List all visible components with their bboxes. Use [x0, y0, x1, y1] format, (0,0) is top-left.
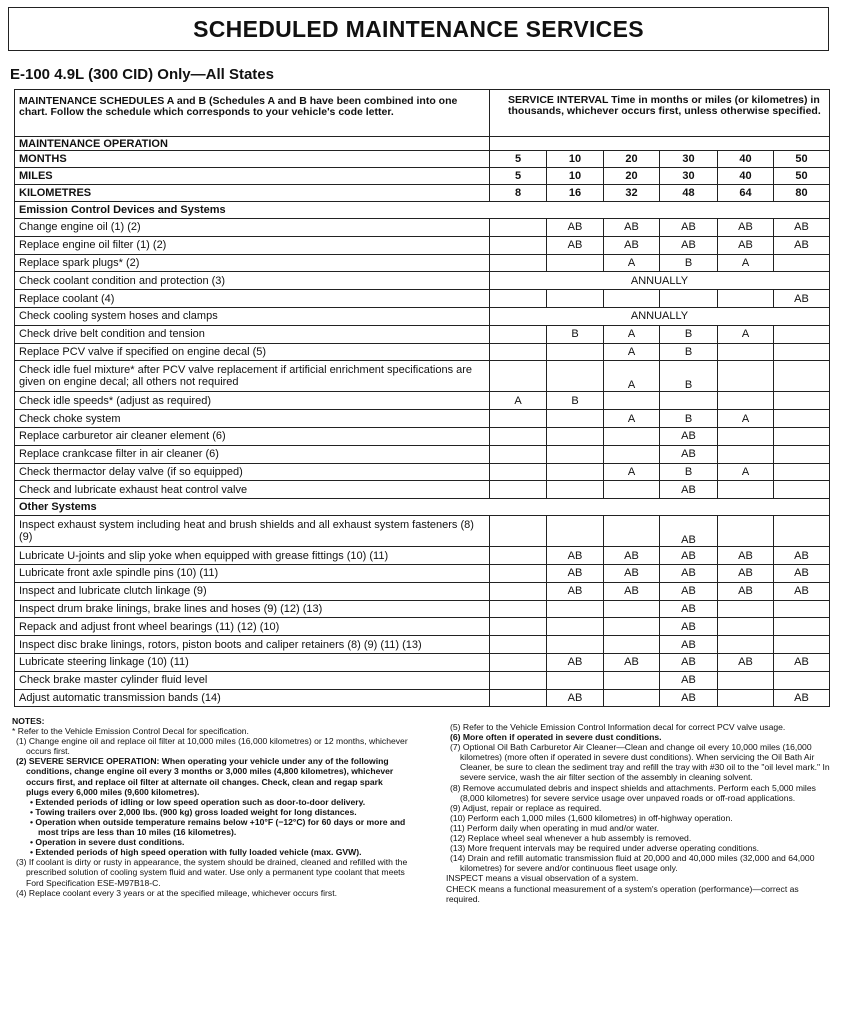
schedule-cell [490, 618, 547, 636]
schedule-cell [547, 445, 604, 463]
schedule-cell: AB [660, 653, 718, 671]
schedule-cell [718, 516, 774, 547]
page-title: SCHEDULED MAINTENANCE SERVICES [193, 15, 644, 42]
schedule-cell [604, 445, 660, 463]
schedule-cell: A [604, 463, 660, 481]
schedule-cell: AB [604, 564, 660, 582]
schedule-cell [774, 325, 830, 343]
schedule-cell: B [660, 325, 718, 343]
table-row [15, 325, 830, 343]
maintenance-operation: Replace PCV valve if specified on engine decal (5) [15, 343, 490, 361]
schedule-cell [774, 481, 830, 499]
note-item: CHECK means a functional measurement of a system's operation (performance)—correct as required. [446, 883, 802, 904]
maintenance-operation: Replace spark plugs* (2) [15, 254, 490, 272]
schedule-cell [604, 392, 660, 410]
schedule-cell [604, 618, 660, 636]
schedule-cell: A [604, 361, 660, 392]
table-row [15, 272, 830, 290]
schedule-cell [774, 410, 830, 428]
note-item: • Towing trailers over 2,000 lbs. (900 kg) gross loaded weight for long distances. [30, 806, 357, 817]
schedule-cell: AB [604, 653, 660, 671]
interval-value: 64 [718, 185, 774, 202]
schedule-cell [718, 290, 774, 308]
schedule-cell [490, 361, 547, 392]
interval-value: 40 [718, 168, 774, 185]
maintenance-operation: Lubricate steering linkage (10) (11) [15, 653, 490, 671]
interval-value: 30 [660, 168, 718, 185]
schedule-cell [718, 636, 774, 654]
note-item: * Refer to the Vehicle Emission Control Decal for specification. [12, 726, 249, 737]
table-row [15, 547, 830, 565]
schedule-cell: AB [774, 236, 830, 254]
interval-value: 50 [774, 168, 830, 185]
notes-left-column [12, 716, 411, 898]
header-row [15, 90, 830, 137]
schedule-cell [774, 618, 830, 636]
note-item: NOTES: [12, 716, 45, 726]
schedule-header-text: MAINTENANCE SCHEDULES A and B (Schedules A and B have been combined into one chart. Follow the schedule which corresponds to your vehicle's code letter. [15, 90, 490, 137]
schedule-cell [718, 600, 774, 618]
maintenance-operation: Check idle speeds* (adjust as required) [15, 392, 490, 410]
note-item: (13) More frequent intervals may be required under adverse operating conditions. [450, 843, 760, 854]
schedule-cell [547, 410, 604, 428]
schedule-cell: AB [774, 582, 830, 600]
maintenance-operation: Adjust automatic transmission bands (14) [15, 689, 490, 707]
interval-value: 50 [774, 151, 830, 168]
schedule-cell [490, 671, 547, 689]
schedule-cell: B [660, 361, 718, 392]
note-item: (11) Perform daily when operating in mud and/or water. [450, 822, 660, 833]
schedule-cell [604, 636, 660, 654]
schedule-cell [604, 427, 660, 445]
schedule-cell [547, 427, 604, 445]
schedule-cell [490, 600, 547, 618]
table-row [15, 290, 830, 308]
schedule-cell: AB [660, 219, 718, 237]
schedule-cell: AB [547, 547, 604, 565]
table-row [15, 564, 830, 582]
schedule-cell [547, 290, 604, 308]
schedule-cell: AB [660, 445, 718, 463]
schedule-cell [774, 463, 830, 481]
table-row [15, 671, 830, 689]
table-row [15, 445, 830, 463]
maintenance-operation: Check idle fuel mixture* after PCV valve replacement if artificial enrichment specifications are given on engine decal; all others not required [15, 361, 490, 392]
schedule-cell [774, 343, 830, 361]
interval-label: KILOMETRES [15, 185, 490, 202]
table-row [15, 219, 830, 237]
schedule-cell [718, 427, 774, 445]
schedule-cell: AB [660, 671, 718, 689]
schedule-cell: AB [547, 689, 604, 707]
schedule-cell: AB [660, 636, 718, 654]
schedule-cell [774, 445, 830, 463]
schedule-cell: A [718, 463, 774, 481]
schedule-cell [774, 427, 830, 445]
interval-value: 10 [547, 168, 604, 185]
maintenance-operation-label: MAINTENANCE OPERATION [15, 137, 490, 151]
schedule-cell: AB [547, 236, 604, 254]
maintenance-operation: Change engine oil (1) (2) [15, 219, 490, 237]
maintenance-operation: Replace crankcase filter in air cleaner (6) [15, 445, 490, 463]
blank-cell [490, 137, 830, 151]
note-item: (3) If coolant is dirty or rusty in appearance, the system should be drained, cleaned and refilled with the prescribed solution of cooling system fluid and water. Use only a permanent type coolant that meets Ford Specification ESE-M97B18-C. [16, 857, 410, 888]
schedule-cell: AB [660, 427, 718, 445]
maintenance-operation: Replace carburetor air cleaner element (6) [15, 427, 490, 445]
note-item: (2) SEVERE SERVICE OPERATION: When operating your vehicle under any of the following conditions, change engine oil every 3 months or 3,000 miles (4,800 kilometres), whichever occurs first, and replace oil filter at alternate oil changes. Check, clean and regap spark plugs every 6,000 miles (9,600 kilometres). [16, 756, 396, 797]
note-item: (4) Replace coolant every 3 years or at the specified mileage, whichever occurs first. [16, 887, 337, 898]
section-heading: Emission Control Devices and Systems [15, 202, 830, 219]
table-row [15, 307, 830, 325]
section-heading-row [15, 499, 830, 516]
note-item: • Operation when outside temperature remains below +10°F (−12°C) for 60 days or more and most trips are less than 10 miles (16 kilometres). [30, 816, 408, 838]
note-item: (10) Perform each 1,000 miles (1,600 kilometres) in off-highway operation. [450, 812, 733, 823]
schedule-cell [718, 361, 774, 392]
schedule-cell: B [660, 254, 718, 272]
schedule-cell [718, 671, 774, 689]
schedule-cell [718, 392, 774, 410]
schedule-cell [547, 361, 604, 392]
schedule-cell [490, 325, 547, 343]
section-heading: Other Systems [15, 499, 830, 516]
maintenance-operation: Check brake master cylinder fluid level [15, 671, 490, 689]
interval-value: 5 [490, 168, 547, 185]
table-row [15, 392, 830, 410]
schedule-cell [718, 618, 774, 636]
schedule-cell: B [660, 343, 718, 361]
schedule-cell: AB [604, 236, 660, 254]
table-row [15, 463, 830, 481]
interval-value: 5 [490, 151, 547, 168]
schedule-cell [490, 236, 547, 254]
table-row [15, 481, 830, 499]
maintenance-operation: Check coolant condition and protection (3) [15, 272, 490, 290]
schedule-cell [604, 689, 660, 707]
schedule-cell [774, 392, 830, 410]
table-row [15, 653, 830, 671]
schedule-cell [547, 463, 604, 481]
schedule-cell [774, 254, 830, 272]
maintenance-operation: Inspect and lubricate clutch linkage (9) [15, 582, 490, 600]
table-row [15, 600, 830, 618]
schedule-cell: B [660, 410, 718, 428]
schedule-cell: AB [604, 219, 660, 237]
schedule-cell: AB [604, 582, 660, 600]
note-item: • Extended periods of idling or low speed operation such as door-to-door delivery. [30, 796, 366, 807]
note-item: (9) Adjust, repair or replace as required. [450, 802, 602, 813]
title-box [8, 7, 829, 51]
schedule-cell: AB [660, 564, 718, 582]
note-item: INSPECT means a visual observation of a system. [446, 873, 639, 884]
maintenance-operation: Check cooling system hoses and clamps [15, 307, 490, 325]
schedule-cell [490, 516, 547, 547]
schedule-cell [604, 600, 660, 618]
schedule-cell: AB [547, 564, 604, 582]
notes-right-column [446, 722, 834, 904]
note-item: (5) Refer to the Vehicle Emission Control Information decal for correct PCV valve usage. [450, 722, 786, 732]
schedule-cell [547, 636, 604, 654]
note-item: (6) More often if operated in severe dust conditions. [450, 732, 662, 743]
table-row [15, 427, 830, 445]
interval-value: 40 [718, 151, 774, 168]
schedule-cell: A [604, 410, 660, 428]
schedule-cell [490, 689, 547, 707]
schedule-cell: A [718, 410, 774, 428]
schedule-cell [547, 516, 604, 547]
schedule-cell: AB [660, 516, 718, 547]
schedule-cell: A [604, 254, 660, 272]
schedule-cell: AB [774, 290, 830, 308]
schedule-cell: B [547, 392, 604, 410]
schedule-cell [490, 343, 547, 361]
schedule-cell: B [547, 325, 604, 343]
note-item: • Extended periods of high speed operation with fully loaded vehicle (max. GVW). [30, 847, 362, 858]
schedule-cell [547, 343, 604, 361]
table-row [15, 618, 830, 636]
schedule-cell [774, 516, 830, 547]
maintenance-operation: Check thermactor delay valve (if so equipped) [15, 463, 490, 481]
schedule-cell [490, 254, 547, 272]
table-row [15, 343, 830, 361]
maintenance-operation-row [15, 137, 830, 151]
schedule-cell: AB [718, 564, 774, 582]
schedule-cell [490, 445, 547, 463]
schedule-cell [660, 290, 718, 308]
schedule-cell: AB [718, 236, 774, 254]
schedule-cell: AB [547, 582, 604, 600]
schedule-cell [718, 445, 774, 463]
schedule-cell: AB [718, 219, 774, 237]
schedule-cell [604, 671, 660, 689]
maintenance-operation: Check drive belt condition and tension [15, 325, 490, 343]
maintenance-operation: Lubricate U-joints and slip yoke when equipped with grease fittings (10) (11) [15, 547, 490, 565]
schedule-cell: A [718, 254, 774, 272]
schedule-cell [547, 481, 604, 499]
schedule-cell: B [660, 463, 718, 481]
schedule-cell: AB [660, 689, 718, 707]
table-row [15, 236, 830, 254]
interval-row [15, 168, 830, 185]
schedule-cell [490, 636, 547, 654]
interval-value: 80 [774, 185, 830, 202]
schedule-cell [490, 564, 547, 582]
interval-value: 32 [604, 185, 660, 202]
schedule-cell [604, 290, 660, 308]
schedule-cell [604, 481, 660, 499]
note-item: (7) Optional Oil Bath Carburetor Air Cleaner—Clean and change oil every 10,000 miles (16,000 kilometres) (more often if operated in severe dust conditions). When servicing the Oil Bath Air Cleaner, be sure to clean the sediment tray and refill the tray with #30 oil to the "oil level mark." In severe service, wash the air filter section of the assembly in cleaning solvent. [450, 742, 833, 783]
schedule-cell [547, 671, 604, 689]
schedule-cell [490, 410, 547, 428]
table-row [15, 636, 830, 654]
schedule-cell: A [718, 325, 774, 343]
schedule-cell: AB [718, 582, 774, 600]
schedule-cell [490, 290, 547, 308]
schedule-cell [490, 653, 547, 671]
interval-value: 16 [547, 185, 604, 202]
note-item: (1) Change engine oil and replace oil filter at 10,000 miles (16,000 kilometres) or 12 months, whichever occurs first. [16, 736, 411, 757]
interval-row [15, 151, 830, 168]
note-item: • Operation in severe dust conditions. [30, 837, 185, 848]
maintenance-operation: Replace engine oil filter (1) (2) [15, 236, 490, 254]
maintenance-operation: Inspect exhaust system including heat and brush shields and all exhaust system fasteners (8) (9) [15, 516, 490, 547]
schedule-cell: AB [660, 481, 718, 499]
schedule-cell [718, 689, 774, 707]
interval-span-cell: ANNUALLY [490, 272, 830, 290]
interval-value: 48 [660, 185, 718, 202]
maintenance-operation: Lubricate front axle spindle pins (10) (11) [15, 564, 490, 582]
maintenance-operation: Inspect disc brake linings, rotors, piston boots and caliper retainers (8) (9) (11) (13) [15, 636, 490, 654]
interval-label: MONTHS [15, 151, 490, 168]
schedule-cell: AB [604, 547, 660, 565]
table-row [15, 689, 830, 707]
schedule-cell: AB [660, 618, 718, 636]
maintenance-operation: Check and lubricate exhaust heat control valve [15, 481, 490, 499]
schedule-cell [718, 343, 774, 361]
interval-value: 10 [547, 151, 604, 168]
schedule-cell [774, 671, 830, 689]
schedule-cell [490, 219, 547, 237]
table-row [15, 361, 830, 392]
table-row [15, 254, 830, 272]
schedule-cell [547, 254, 604, 272]
schedule-cell: AB [660, 582, 718, 600]
schedule-cell [774, 361, 830, 392]
table-row [15, 410, 830, 428]
note-item: (14) Drain and refill automatic transmission fluid at 20,000 and 40,000 miles (32,000 and 64,000 kilometres) for severe and/or continuous fleet usage only. [450, 853, 817, 874]
maintenance-operation: Inspect drum brake linings, brake lines and hoses (9) (12) (13) [15, 600, 490, 618]
schedule-cell: AB [660, 236, 718, 254]
schedule-cell: AB [718, 653, 774, 671]
schedule-cell: AB [774, 219, 830, 237]
schedule-cell [490, 463, 547, 481]
schedule-cell: AB [718, 547, 774, 565]
schedule-cell [774, 600, 830, 618]
schedule-cell: A [604, 343, 660, 361]
schedule-cell [490, 547, 547, 565]
schedule-cell: AB [774, 564, 830, 582]
maintenance-operation: Replace coolant (4) [15, 290, 490, 308]
note-item: (8) Remove accumulated debris and inspect shields and attachments. Perform each 5,000 miles (8,000 kilometres) for severe service usage over unpaved roads or off-road applications. [450, 782, 819, 803]
table-row [15, 582, 830, 600]
schedule-cell [660, 392, 718, 410]
schedule-cell [490, 427, 547, 445]
schedule-cell [490, 582, 547, 600]
interval-value: 20 [604, 151, 660, 168]
schedule-cell [718, 481, 774, 499]
schedule-cell [604, 516, 660, 547]
service-interval-header: SERVICE INTERVAL Time in months or miles (or kilometres) in thousands, whichever occurs first, unless otherwise specified. [490, 90, 830, 137]
note-item: (12) Replace wheel seal whenever a hub assembly is removed. [450, 833, 692, 844]
schedule-cell: AB [774, 547, 830, 565]
schedule-cell [547, 600, 604, 618]
schedule-cell: AB [660, 600, 718, 618]
interval-value: 20 [604, 168, 660, 185]
schedule-cell: AB [774, 653, 830, 671]
interval-span-cell: ANNUALLY [490, 307, 830, 325]
schedule-cell: AB [547, 219, 604, 237]
schedule-cell [490, 481, 547, 499]
schedule-cell [547, 618, 604, 636]
maintenance-schedule-table [14, 89, 830, 707]
schedule-cell: A [604, 325, 660, 343]
schedule-cell: A [490, 392, 547, 410]
section-heading-row [15, 202, 830, 219]
interval-value: 30 [660, 151, 718, 168]
interval-value: 8 [490, 185, 547, 202]
schedule-cell [774, 636, 830, 654]
interval-row [15, 185, 830, 202]
schedule-cell: AB [774, 689, 830, 707]
schedule-cell: AB [660, 547, 718, 565]
table-row [15, 516, 830, 547]
page-subtitle: E-100 4.9L (300 CID) Only—All States [10, 66, 274, 83]
schedule-cell: AB [547, 653, 604, 671]
maintenance-operation: Repack and adjust front wheel bearings (11) (12) (10) [15, 618, 490, 636]
maintenance-operation: Check choke system [15, 410, 490, 428]
interval-label: MILES [15, 168, 490, 185]
